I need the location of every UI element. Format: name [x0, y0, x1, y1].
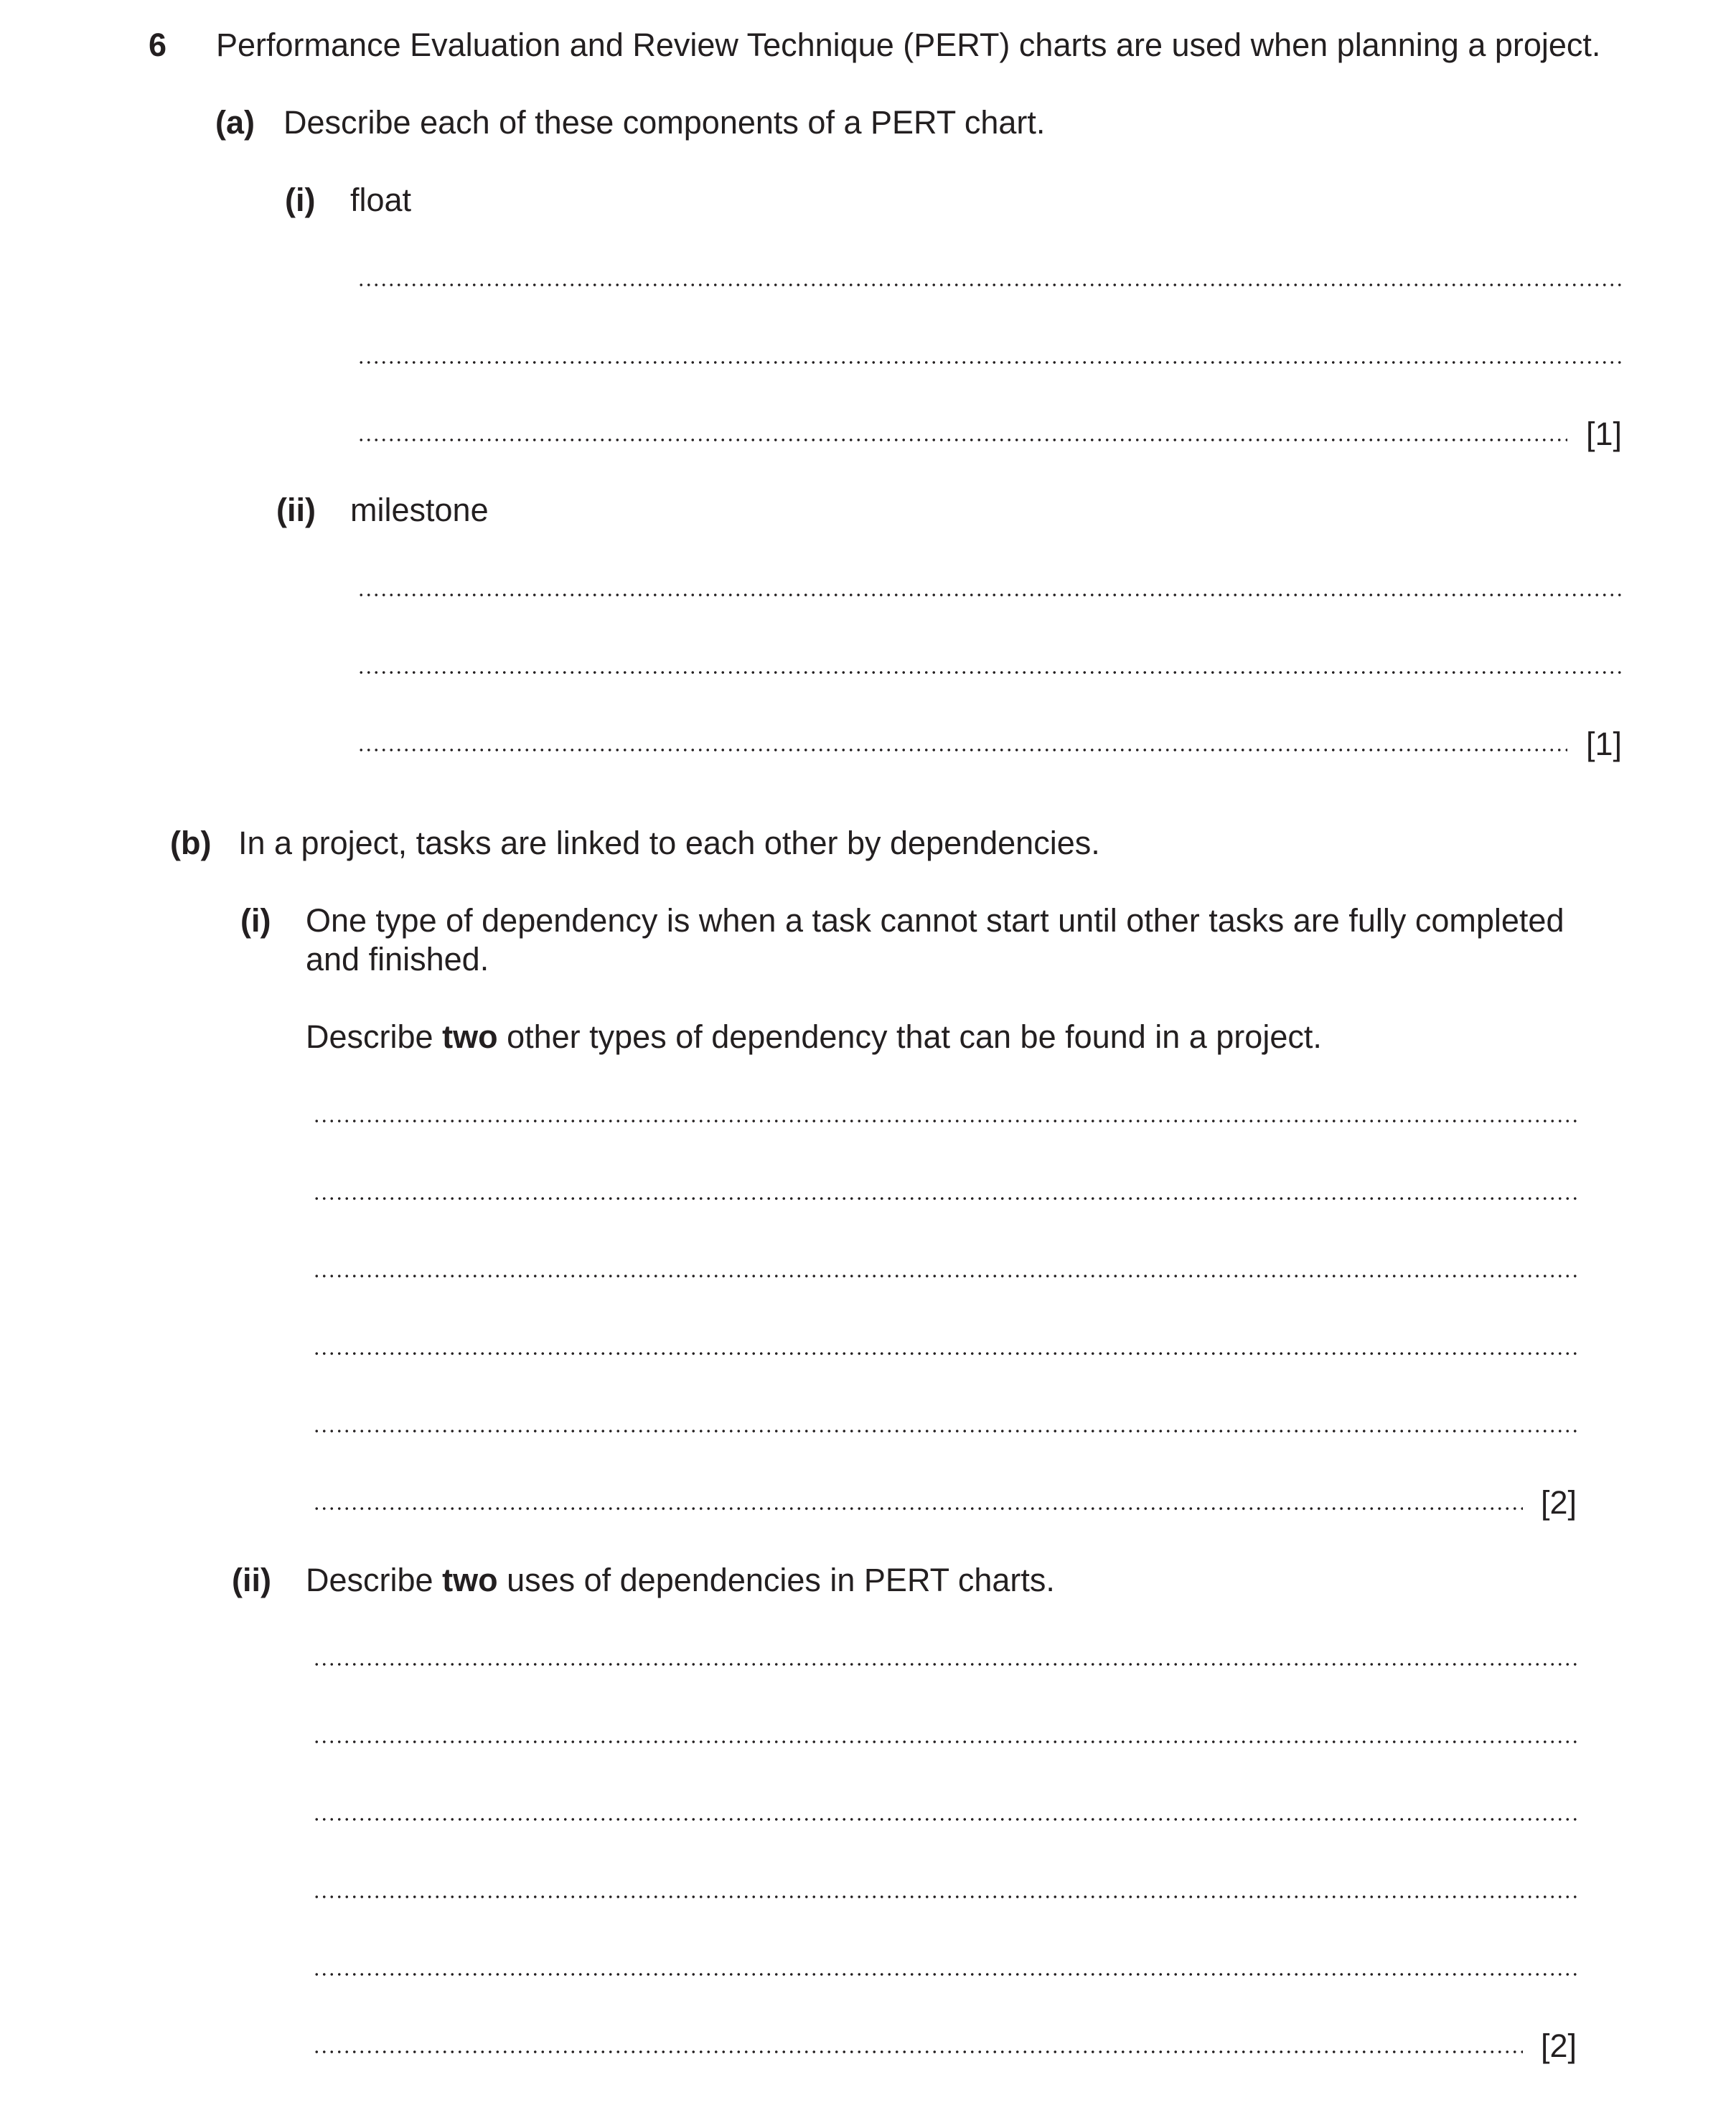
answer-line[interactable] [313, 1740, 1580, 1744]
answer-line[interactable] [313, 1817, 1580, 1822]
part-a-label: (a) [215, 104, 255, 141]
answer-line[interactable] [357, 283, 1625, 287]
part-b-label: (b) [170, 825, 212, 861]
answer-line[interactable] [313, 1506, 1523, 1511]
part-a-i-label: (i) [285, 182, 316, 218]
question-stem: Performance Evaluation and Review Technique (PERT) charts are used when planning a project. [216, 27, 1601, 63]
question-number: 6 [149, 27, 167, 63]
answer-line[interactable] [313, 2050, 1523, 2054]
part-b-text: In a project, tasks are linked to each other by dependencies. [238, 825, 1100, 861]
answer-line[interactable] [357, 670, 1625, 675]
marks-b-ii: [2] [1541, 2027, 1577, 2064]
answer-line[interactable] [313, 1429, 1580, 1433]
answer-line[interactable] [313, 1274, 1580, 1278]
answer-line[interactable] [313, 1196, 1580, 1201]
part-b-i-instruction: Describe two other types of dependency that can be found in a project. [306, 1018, 1322, 1055]
answer-line[interactable] [313, 1119, 1580, 1123]
answer-line[interactable] [357, 438, 1567, 442]
part-b-i-line2: and finished. [306, 941, 489, 978]
part-a-text: Describe each of these components of a PERT chart. [283, 104, 1046, 141]
part-b-ii-label: (ii) [232, 1562, 271, 1598]
marks-b-i: [2] [1541, 1484, 1577, 1521]
answer-line[interactable] [357, 748, 1567, 752]
marks-a-i: [1] [1586, 416, 1623, 452]
marks-a-ii: [1] [1586, 726, 1623, 762]
part-b-i-line1: One type of dependency is when a task cannot start until other tasks are fully completed [306, 902, 1564, 939]
answer-line[interactable] [313, 1972, 1580, 1977]
part-a-ii-label: (ii) [276, 492, 316, 528]
part-a-i-text: float [350, 182, 412, 218]
answer-line[interactable] [313, 1351, 1580, 1356]
answer-line[interactable] [313, 1662, 1580, 1666]
answer-line[interactable] [313, 1895, 1580, 1899]
answer-line[interactable] [357, 360, 1625, 365]
part-a-ii-text: milestone [350, 492, 489, 528]
answer-line[interactable] [357, 593, 1625, 597]
part-b-ii-instruction: Describe two uses of dependencies in PERT charts. [306, 1562, 1055, 1598]
part-b-i-label: (i) [240, 902, 271, 939]
